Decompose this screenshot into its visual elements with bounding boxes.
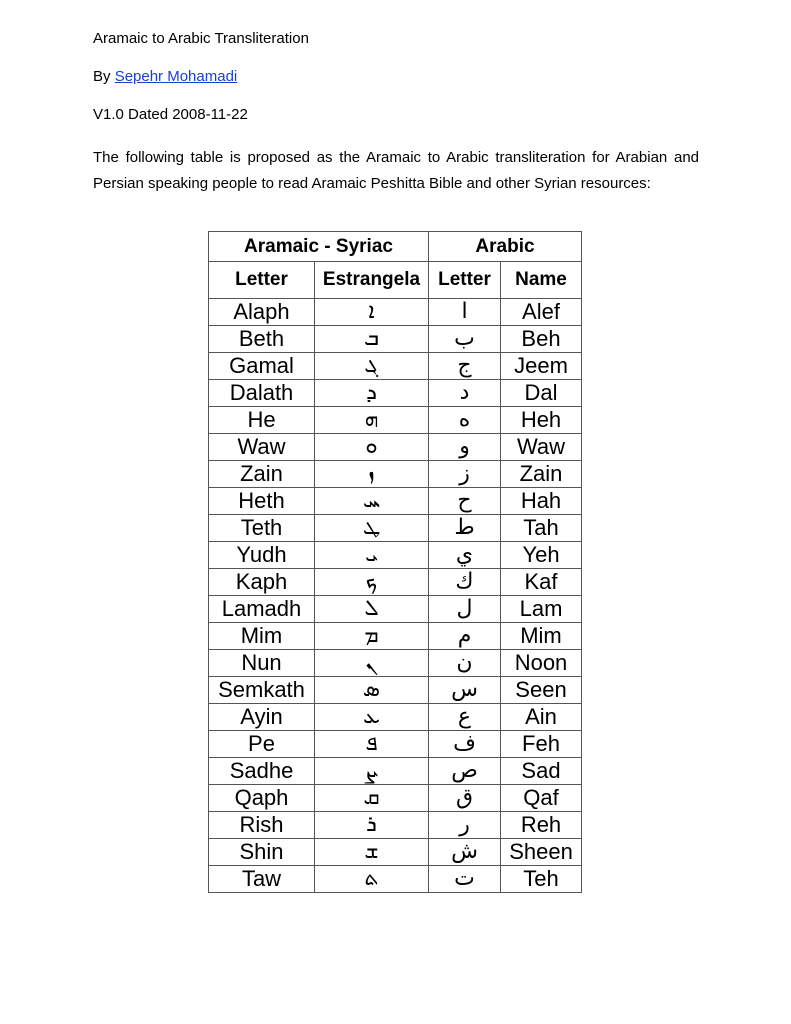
arabic-name-cell: Noon: [501, 650, 582, 677]
syriac-glyph-cell: ܬ: [315, 866, 429, 893]
arabic-name-cell: Lam: [501, 596, 582, 623]
arabic-letter-cell: ه: [429, 407, 501, 434]
arabic-letter-cell: م: [429, 623, 501, 650]
transliteration-table: [208, 231, 582, 893]
aramaic-letter-cell: Beth: [209, 326, 315, 353]
table-row: [209, 623, 582, 650]
table-row: [209, 488, 582, 515]
aramaic-letter-cell: Waw: [209, 434, 315, 461]
aramaic-letter-cell: Gamal: [209, 353, 315, 380]
author-link[interactable]: Sepehr Mohamadi: [114, 68, 238, 85]
table-row: [209, 758, 582, 785]
table-row: [209, 650, 582, 677]
arabic-letter-cell: ر: [429, 812, 501, 839]
syriac-glyph-cell: ܚ: [315, 488, 429, 515]
estrangela-header: Estrangela: [315, 262, 429, 299]
arabic-letter-cell: ح: [429, 488, 501, 515]
syriac-glyph-cell: ܘ: [315, 434, 429, 461]
syriac-glyph-cell: ܣ: [315, 677, 429, 704]
arabic-letter-cell: ك: [429, 569, 501, 596]
syriac-glyph-cell: ܗ: [315, 407, 429, 434]
table-row: [209, 866, 582, 893]
arabic-name-cell: Mim: [501, 623, 582, 650]
arabic-name-cell: Tah: [501, 515, 582, 542]
aramaic-letter-header: Letter: [209, 262, 315, 299]
table-row: [209, 299, 582, 326]
aramaic-letter-cell: Teth: [209, 515, 315, 542]
syriac-glyph-cell: ܦ: [315, 731, 429, 758]
table-row: [209, 704, 582, 731]
aramaic-letter-cell: Lamadh: [209, 596, 315, 623]
arabic-letter-cell: ن: [429, 650, 501, 677]
arabic-name-cell: Teh: [501, 866, 582, 893]
arabic-letter-cell: ا: [429, 299, 501, 326]
syriac-glyph-cell: ܥ: [315, 704, 429, 731]
aramaic-letter-cell: Semkath: [209, 677, 315, 704]
intro-paragraph: The following table is proposed as the Aramaic to Arabic transliteration for Arabian and Persian speaking people to read Aramaic Peshitta Bible and other Syrian resources:: [93, 149, 699, 192]
syriac-glyph-cell: ܩ: [315, 785, 429, 812]
aramaic-letter-cell: Zain: [209, 461, 315, 488]
arabic-letter-header: Letter: [429, 262, 501, 299]
document-title: Aramaic to Arabic Transliteration: [93, 30, 309, 47]
arabic-letter-cell: ج: [429, 353, 501, 380]
arabic-name-cell: Dal: [501, 380, 582, 407]
aramaic-letter-cell: Yudh: [209, 542, 315, 569]
arabic-name-cell: Waw: [501, 434, 582, 461]
table-row: [209, 677, 582, 704]
aramaic-letter-cell: Alaph: [209, 299, 315, 326]
byline-prefix: By: [93, 68, 115, 85]
arabic-letter-cell: د: [429, 380, 501, 407]
arabic-letter-cell: و: [429, 434, 501, 461]
aramaic-letter-cell: Taw: [209, 866, 315, 893]
arabic-name-cell: Hah: [501, 488, 582, 515]
syriac-glyph-cell: ܛ: [315, 515, 429, 542]
arabic-name-cell: Heh: [501, 407, 582, 434]
table-row: [209, 407, 582, 434]
table-row: [209, 434, 582, 461]
aramaic-letter-cell: Heth: [209, 488, 315, 515]
arabic-letter-cell: ت: [429, 866, 501, 893]
arabic-name-cell: Seen: [501, 677, 582, 704]
table-row: [209, 380, 582, 407]
table-row: [209, 515, 582, 542]
arabic-name-cell: Jeem: [501, 353, 582, 380]
syriac-glyph-cell: ܐ: [315, 299, 429, 326]
arabic-letter-cell: ي: [429, 542, 501, 569]
arabic-name-cell: Ain: [501, 704, 582, 731]
syriac-glyph-cell: ܡ: [315, 623, 429, 650]
aramaic-letter-cell: Mim: [209, 623, 315, 650]
version-line: V1.0 Dated 2008-11-22: [93, 106, 248, 123]
byline: [93, 68, 699, 85]
syriac-glyph-cell: ܢ: [315, 650, 429, 677]
arabic-name-cell: Sheen: [501, 839, 582, 866]
table-row: [209, 353, 582, 380]
arabic-letter-cell: ز: [429, 461, 501, 488]
table-row: [209, 596, 582, 623]
aramaic-letter-cell: Rish: [209, 812, 315, 839]
arabic-name-cell: Qaf: [501, 785, 582, 812]
arabic-name-header: Name: [501, 262, 582, 299]
arabic-letter-cell: س: [429, 677, 501, 704]
arabic-letter-cell: ط: [429, 515, 501, 542]
aramaic-letter-cell: He: [209, 407, 315, 434]
arabic-name-cell: Yeh: [501, 542, 582, 569]
syriac-glyph-cell: ܠ: [315, 596, 429, 623]
arabic-letter-cell: ل: [429, 596, 501, 623]
aramaic-letter-cell: Shin: [209, 839, 315, 866]
arabic-letter-cell: ش: [429, 839, 501, 866]
table-row: [209, 461, 582, 488]
aramaic-letter-cell: Pe: [209, 731, 315, 758]
aramaic-letter-cell: Ayin: [209, 704, 315, 731]
table-row: [209, 839, 582, 866]
arabic-letter-cell: ص: [429, 758, 501, 785]
table-row: [209, 785, 582, 812]
arabic-name-cell: Sad: [501, 758, 582, 785]
table-row: [209, 731, 582, 758]
aramaic-letter-cell: Nun: [209, 650, 315, 677]
syriac-glyph-cell: ܕ: [315, 380, 429, 407]
table-row: [209, 542, 582, 569]
syriac-glyph-cell: ܨ: [315, 758, 429, 785]
aramaic-letter-cell: Sadhe: [209, 758, 315, 785]
aramaic-letter-cell: Qaph: [209, 785, 315, 812]
arabic-letter-cell: ف: [429, 731, 501, 758]
arabic-name-cell: Zain: [501, 461, 582, 488]
table-row: [209, 326, 582, 353]
arabic-name-cell: Alef: [501, 299, 582, 326]
syriac-glyph-cell: ܫ: [315, 839, 429, 866]
arabic-header: Arabic: [429, 232, 582, 262]
aramaic-syriac-header: Aramaic - Syriac: [209, 232, 429, 262]
arabic-name-cell: Kaf: [501, 569, 582, 596]
arabic-letter-cell: ع: [429, 704, 501, 731]
arabic-letter-cell: ق: [429, 785, 501, 812]
syriac-glyph-cell: ܙ: [315, 461, 429, 488]
syriac-glyph-cell: ܟ: [315, 569, 429, 596]
aramaic-letter-cell: Dalath: [209, 380, 315, 407]
table-row: [209, 812, 582, 839]
aramaic-letter-cell: Kaph: [209, 569, 315, 596]
syriac-glyph-cell: ܪ: [315, 812, 429, 839]
arabic-name-cell: Beh: [501, 326, 582, 353]
arabic-name-cell: Feh: [501, 731, 582, 758]
syriac-glyph-cell: ܝ: [315, 542, 429, 569]
arabic-name-cell: Reh: [501, 812, 582, 839]
syriac-glyph-cell: ܒ: [315, 326, 429, 353]
syriac-glyph-cell: ܓ: [315, 353, 429, 380]
arabic-letter-cell: ب: [429, 326, 501, 353]
table-row: [209, 569, 582, 596]
